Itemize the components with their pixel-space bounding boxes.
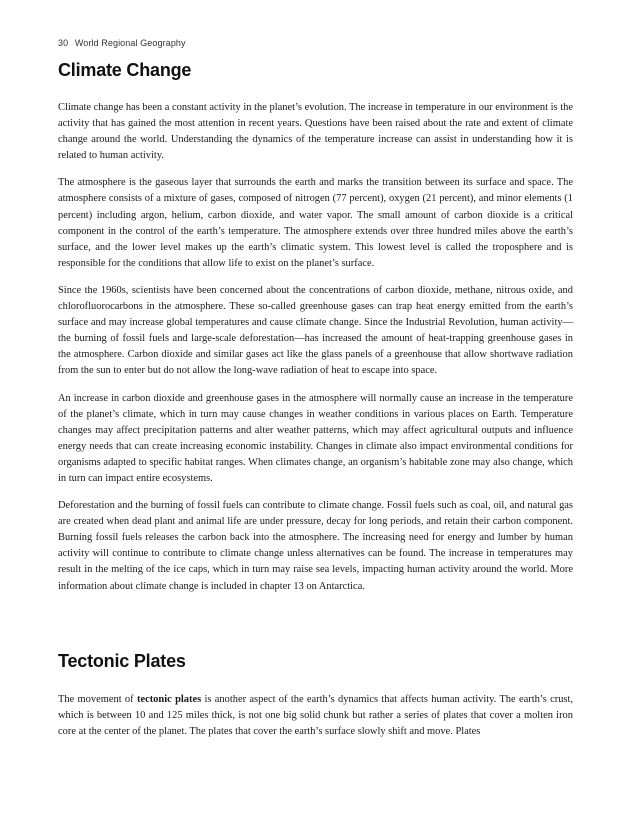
key-term-tectonic-plates: tectonic plates	[136, 694, 202, 705]
section-title-climate-change: Climate Change	[58, 60, 192, 80]
paragraph-lead-text: The movement of	[58, 694, 137, 705]
running-header	[58, 38, 186, 48]
section-body-climate-change	[58, 100, 573, 595]
paragraph: Deforestation and the burning of fossil fuels can contribute to climate change. Fossil fuels such as coal, oil, and natural gas are created when dead plant and animal life are under pressure, decay for long periods, and retain their carbon component. Burning fossil fuels releases the carbon back into the atmosphere. The increasing need for energy and lumber by human activity will continue to contribute to climate change unless alternatives can be found. The increase in temperatures may result in the melting of the ice caps, which in turn may raise sea levels, impacting human activity around the world. More information about climate change is included in chapter 13 on Antarctica.	[58, 500, 573, 592]
page-number: 30	[58, 38, 69, 48]
paragraph: Since the 1960s, scientists have been concerned about the concentrations of carbon dioxide, methane, nitrous oxide, and chlorofluorocarbons in the atmosphere. These so-called greenhouse gases can trap heat energy emitted from the earth’s surface and may increase global temperatures and cause climate change. Since the Industrial Revolution, human activity—the burning of fossil fuels and large-scale deforestation—has increased the amount of heat-trapping greenhouse gases in the atmosphere. Carbon dioxide and similar gases act like the glass panels of a greenhouse that allow shortwave radiation from the sun to enter but do not allow the long-wave radiation of heat to escape into space.	[58, 284, 573, 377]
paragraph	[58, 692, 573, 740]
paragraph-text: is another aspect of the earth’s dynamics that affects human activity. The earth’s crust, which is between 10 and 125 miles thick, is not one big solid chunk but rather a series of plates that cover a molten iron core at the center of the planet. The plates that cover the earth’s surface slowly shift and move. Plates	[58, 694, 574, 738]
paragraph: Climate change has been a constant activity in the planet’s evolution. The increase in temperature in our environment is the activity that has gained the most attention in recent years. Questions have been raised about the rate and extent of climate change around the world. Understanding the dynamics of the temperature increase can assist in understanding how it is related to human activity.	[58, 102, 573, 162]
section-body-tectonic-plates	[58, 692, 573, 740]
section-title-tectonic-plates: Tectonic Plates	[58, 651, 186, 671]
paragraph: The atmosphere is the gaseous layer that surrounds the earth and marks the transition between its surface and space. The atmosphere consists of a mixture of gases, composed of nitrogen (77 percent), oxygen (21 percent), and minor elements (1 percent) including argon, helium, carbon dioxide, and water vapor. The small amount of carbon dioxide is a critical component in the control of the earth’s temperature. The atmosphere extends over three hundred miles above the earth’s surface, and the lower level makes up the earth’s climatic system. This lowest level is called the troposphere and is responsible for the conditions that allow life to exist on the planet’s surface.	[58, 177, 573, 269]
book-title: World Regional Geography	[74, 38, 186, 48]
paragraph: An increase in carbon dioxide and greenhouse gases in the atmosphere will normally cause an increase in the temperature of the planet’s climate, which in turn may cause changes in weather conditions in various places on Earth. Temperature changes may affect precipitation patterns and alter weather patterns, which may affect agricultural outputs and influence energy needs that can create increasing economic instability. Changes in climate also impact environmental conditions for organisms adapted to specific habitat ranges. When climates change, an organism’s habitable zone may also change, which in turn can impact entire ecosystems.	[58, 392, 573, 484]
